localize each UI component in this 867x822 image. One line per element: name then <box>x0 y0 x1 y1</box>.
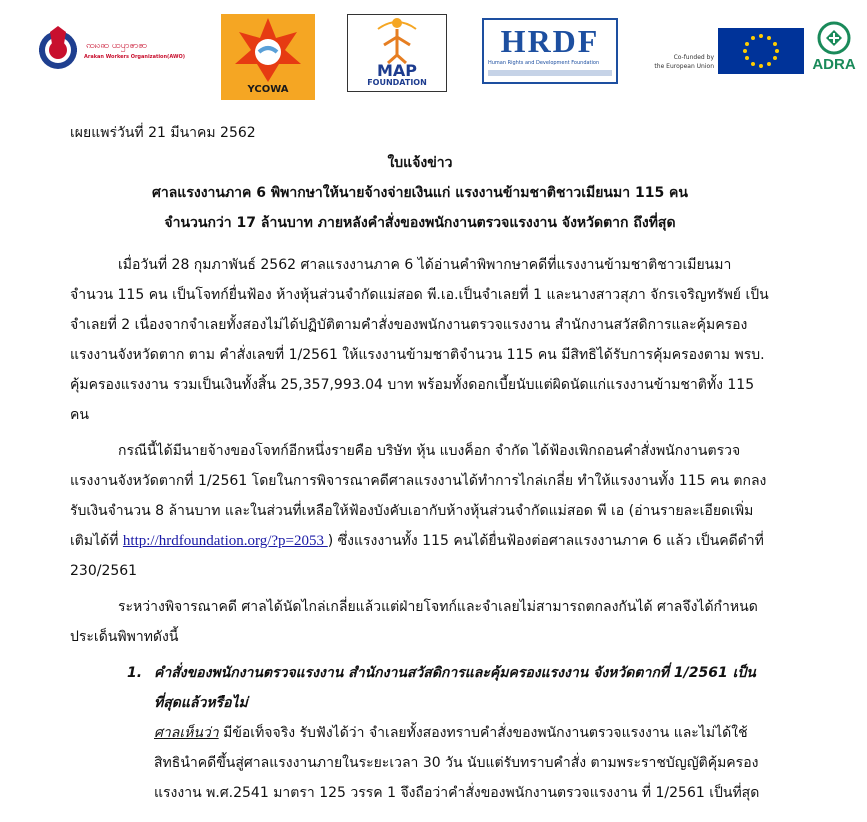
star-handshake-icon <box>221 14 315 84</box>
paragraph-2-text: กรณีนี้ได้มีนายจ้างของโจทก์อีกหนึ่งรายคือ บริษัท หุ้น แบงค็อก จำกัด ได้ฟ้องเพิกถอนคำสั่งพนักงานตรวจแรงงานจังหวัดตากที่ 1/2561 โดยในการพิจารณาคดีศาลแรงงานได้ทำการไกล่เกลี่ย ทำให้แรงงานทั้ง 115 คน ตกลงรับเงินจำนวน 8 ล้านบาท และในส่วนที่เหลือให้ฟ้องบังคับเอากับห้างหุ้นส่วนจำกัดแม่สอด พี เอ (อ่านรายละเอียดเพิ่มเติมได้ที่ <box>70 443 767 549</box>
adra-emblem-icon <box>806 20 862 56</box>
svg-text:ꩡꩢꩣ ꩤꩥꩦꩧ: ꩡꩢꩣ ꩤꩥꩦꩧ <box>86 41 147 51</box>
eu-cofunded-line2: the European Union <box>654 63 714 70</box>
ycowa-logo <box>221 14 315 100</box>
press-release-label: ใบแจ้งข่าว <box>387 155 453 171</box>
adra-logo-text: ADRA <box>812 56 856 73</box>
map-foundation-logo <box>347 14 447 92</box>
paragraph-3: ระหว่างพิจารณาคดี ศาลได้นัดไกล่เกลี่ยแล้วแต่ฝ่ายโจทก์และจำเลยไม่สามารถตกลงกันได้ ศาลจึงได้กำหนดประเด็นพิพาทดังนี้ <box>70 599 758 645</box>
issue-title: คำสั่งของพนักงานตรวจแรงงาน สำนักงานสวัสดิการและคุ้มครองแรงงาน จังหวัดตากที่ 1/2561 เป็นที่สุดแล้วหรือไม่ <box>154 665 756 711</box>
map-logo-sub: FOUNDATION <box>367 78 427 87</box>
issue-number: 1. <box>127 665 143 681</box>
hrdf-logo <box>482 18 618 84</box>
logo-bar <box>0 0 867 100</box>
paragraph-2 <box>70 436 770 586</box>
eu-cofunded <box>640 28 806 78</box>
headline-line-1: ศาลแรงงานภาค 6 พิพากษาให้นายจ้างจ่ายเงินแก่ แรงงานข้ามชาติชาวเมียนมา 115 คน <box>151 185 688 201</box>
court-finding-text: มีข้อเท็จจริง รับฟังได้ว่า จำเลยทั้งสองทราบคำสั่งของพนักงานตรวจแรงงาน และไม่ได้ใช้สิทธินำคดีขึ้นสู่ศาลแรงงานภายในระยะเวลา 30 วัน นับแต่รับทราบคำสั่ง ตามพระราชบัญญัติคุ้มครองแรงงาน พ.ศ.2541 มาตรา 125 วรรค 1 จึงถือว่าคำสั่งของพนักงานตรวจแรงงาน ที่ 1/2561 เป็นที่สุด <box>154 725 760 801</box>
map-logo-name: MAP <box>376 61 418 80</box>
issue-item-1 <box>70 658 770 808</box>
hrdf-article-link[interactable]: http://hrdfoundation.org/?p=2053 <box>122 533 328 549</box>
awo-logo-text: Arakan Workers Organization(AWO) <box>84 54 186 60</box>
headline-line-2: จำนวนกว่า 17 ล้านบาท ภายหลังคำสั่งของพนักงานตรวจแรงงาน จังหวัดตาก ถึงที่สุด <box>164 215 676 231</box>
paragraph-1: เมื่อวันที่ 28 กุมภาพันธ์ 2562 ศาลแรงงานภาค 6 ได้อ่านคำพิพากษาคดีที่แรงงานข้ามชาติชาวเมียนมา จำนวน 115 คน เป็นโจทก์ยื่นฟ้อง ห้างหุ้นส่วนจำกัดแม่สอด พี.เอ.เป็นจำเลยที่ 1 และนางสาวสุภา จักรเจริญทรัพย์ เป็นจำเลยที่ 2 เนื่องจากจำเลยทั้งสองไม่ได้ปฏิบัติตามคำสั่งของพนักงานตรวจแรงงาน สำนักงานสวัสดิการและคุ้มครองแรงงานจังหวัดตาก ตาม คำสั่งเลขที่ 1/2561 ให้แรงงานข้ามชาติจำนวน 115 คน มีสิทธิได้รับการคุ้มครองตาม พรบ. คุ้มครองแรงงาน รวมเป็นเงินทั้งสิ้น 25,357,993.04 บาท พร้อมทั้งดอกเบี้ยนับแต่ผิดนัดแก่แรงงานข้ามชาติทั้ง 115 คน <box>70 257 769 423</box>
court-finding-label: ศาลเห็นว่า <box>154 725 219 741</box>
press-release <box>70 118 770 808</box>
eu-flag-icon <box>718 28 804 74</box>
adra-logo <box>806 20 862 76</box>
hrdf-logo-sub: Human Rights and Development Foundation <box>488 60 600 66</box>
ycowa-logo-text: YCOWA <box>247 84 289 95</box>
awo-logo <box>36 24 186 74</box>
paragraph-2-text-end: ) ซึ่งแรงงานทั้ง 115 คนได้ยื่นฟ้องต่อศาลแรงงานภาค 6 แล้ว เป็นคดีดำที่ 230/2561 <box>70 533 764 579</box>
hrdf-logo-underline <box>488 70 612 76</box>
issue-body <box>154 718 770 808</box>
map-figure-icon <box>348 15 446 65</box>
eu-cofunded-line1: Co-funded by <box>673 54 714 61</box>
publish-date: เผยแพร่วันที่ 21 มีนาคม 2562 <box>70 125 256 141</box>
hrdf-logo-name: HRDF <box>500 23 600 59</box>
awo-emblem-icon <box>36 24 168 74</box>
